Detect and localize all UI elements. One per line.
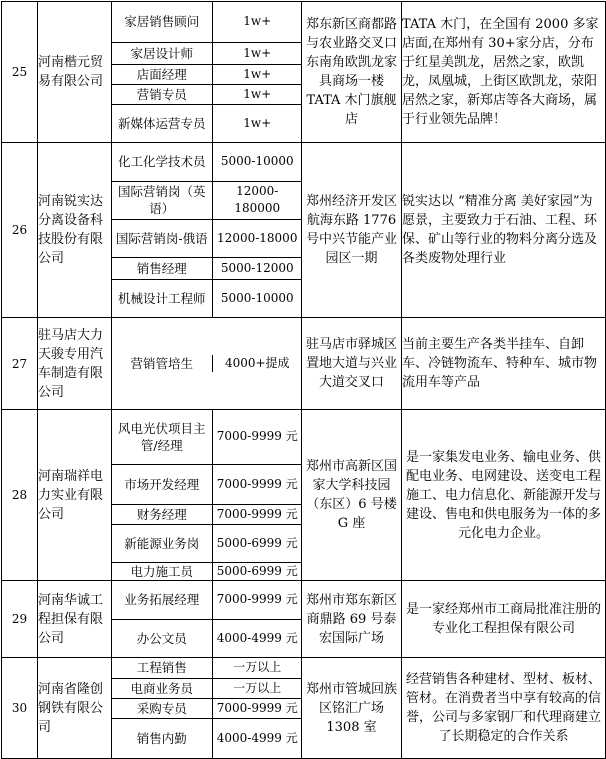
job-title: 电力施工员 xyxy=(112,562,212,580)
job-salary: 7000-9999 元 xyxy=(212,464,302,504)
job-title: 工程销售 xyxy=(112,658,212,678)
job-title: 国际营销岗（英语） xyxy=(112,181,212,219)
table-row xyxy=(2,318,606,410)
job-title: 店面经理 xyxy=(112,64,212,84)
job-title: 国际营销岗-俄语 xyxy=(112,219,212,257)
positions-cell xyxy=(112,2,302,143)
job-salary: 5000-10000 xyxy=(212,143,302,181)
table-row xyxy=(2,410,606,581)
job-salary: 7000-9999 元 xyxy=(212,410,302,464)
company-name: 河南省隆创钢铁有限公司 xyxy=(38,658,112,759)
row-number: 29 xyxy=(2,581,38,658)
job-salary: 一万以上 xyxy=(212,658,302,678)
company-description: 是一家经郑州市工商局批准注册的专业化工程担保有限公司 xyxy=(402,581,606,658)
company-description: 经营销售各种建材、型材、板材、管材。在消费者当中享有较高的信誉，公司与多家钢厂和代理商建立了长期稳定的合作关系 xyxy=(402,658,606,759)
company-name: 河南锐实达分离设备科技股份有限公司 xyxy=(38,143,112,318)
job-salary: 4000+提成 xyxy=(212,355,302,372)
job-salary: 4000-4999 元 xyxy=(212,718,302,758)
job-salary: 1w+ xyxy=(212,84,302,104)
job-salary: 5000-6999 元 xyxy=(212,562,302,580)
row-number: 30 xyxy=(2,658,38,759)
table-row xyxy=(2,143,606,318)
company-address: 郑州市高新区国家大学科技园（东区）6 号楼 G 座 xyxy=(302,410,402,581)
company-address: 郑州市郑东新区商鼎路 69 号泰宏国际广场 xyxy=(302,581,402,658)
positions-cell xyxy=(112,658,302,759)
company-description: 是一家集发电业务、输电业务、供配电业务、电网建设、送变电工程施工、电力信息化、新能源开发与建设、售电和供电服务为一体的多元化电力企业。 xyxy=(402,410,606,581)
company-address: 郑东新区商都路与农业路交叉口东南角欧凯龙家具商场一楼 TATA 木门旗舰店 xyxy=(302,2,402,143)
job-title: 机械设计工程师 xyxy=(112,279,212,317)
company-address: 驻马店市驿城区置地大道与兴业大道交叉口 xyxy=(302,318,402,410)
company-name: 河南华诚工程担保有限公司 xyxy=(38,581,112,658)
company-description: TATA 木门，在全国有 2000 多家店面,在郑州有 30+家分店，分布于红星美凯龙，居然之家，欧凯龙，凤凰城，上街区欧凯龙，荥阳居然之家，新郑店等各大商场，属于行业领先品牌！ xyxy=(402,2,606,143)
job-title: 市场开发经理 xyxy=(112,464,212,504)
job-title: 销售内勤 xyxy=(112,718,212,758)
job-salary: 5000-6999 元 xyxy=(212,524,302,562)
company-description: 当前主要生产各类半挂车、自卸车、冷链物流车、特种车、城市物流用车等产品 xyxy=(402,318,606,410)
job-title: 办公文员 xyxy=(112,619,212,657)
job-salary: 5000-10000 xyxy=(212,279,302,317)
job-title: 化工化学技术员 xyxy=(112,143,212,181)
row-number: 27 xyxy=(2,318,38,410)
job-title: 营销专员 xyxy=(112,84,212,104)
positions-cell xyxy=(112,143,302,318)
table-row xyxy=(2,2,606,143)
job-salary: 5000-12000 xyxy=(212,257,302,279)
job-title: 业务拓展经理 xyxy=(112,581,212,619)
company-name: 河南瑞祥电力实业有限公司 xyxy=(38,410,112,581)
job-title: 采购专员 xyxy=(112,698,212,718)
job-salary: 7000-9999 元 xyxy=(212,504,302,524)
job-salary: 1w+ xyxy=(212,2,302,42)
job-salary: 一万以上 xyxy=(212,678,302,698)
job-salary: 7000-9999 元 xyxy=(212,698,302,718)
company-description: 锐实达以 “精准分离 美好家园”为愿景，主要致力于石油、工程、环保、矿山等行业的物料分离分选及各类废物处理行业 xyxy=(402,143,606,318)
positions-cell xyxy=(112,410,302,581)
row-number: 28 xyxy=(2,410,38,581)
job-title: 新能源业务岗 xyxy=(112,524,212,562)
job-title: 销售经理 xyxy=(112,257,212,279)
job-title: 新媒体运营专员 xyxy=(112,104,212,142)
job-salary: 12000-180000 xyxy=(212,181,302,219)
job-title: 电商业务员 xyxy=(112,678,212,698)
positions-cell xyxy=(112,318,302,410)
job-salary: 1w+ xyxy=(212,104,302,142)
company-name: 河南楷元贸易有限公司 xyxy=(38,2,112,143)
job-title: 财务经理 xyxy=(112,504,212,524)
job-salary: 12000-18000 xyxy=(212,219,302,257)
job-salary: 1w+ xyxy=(212,64,302,84)
recruitment-table xyxy=(1,1,606,759)
table-row xyxy=(2,658,606,759)
job-title: 家居设计师 xyxy=(112,42,212,64)
job-title: 风电光伏项目主管/经理 xyxy=(112,410,212,464)
job-title: 营销管培生 xyxy=(112,355,212,372)
job-salary: 1w+ xyxy=(212,42,302,64)
company-name: 驻马店大力天骏专用汽车制造有限公司 xyxy=(38,318,112,410)
positions-cell xyxy=(112,581,302,658)
row-number: 25 xyxy=(2,2,38,143)
job-salary: 4000-4999 元 xyxy=(212,619,302,657)
company-address: 郑州市管城回族区铭汇广场 1308 室 xyxy=(302,658,402,759)
row-number: 26 xyxy=(2,143,38,318)
company-address: 郑州经济开发区航海东路 1776 号中兴节能产业园区一期 xyxy=(302,143,402,318)
job-salary: 7000-9999 元 xyxy=(212,581,302,619)
table-row xyxy=(2,581,606,658)
job-title: 家居销售顾问 xyxy=(112,2,212,42)
